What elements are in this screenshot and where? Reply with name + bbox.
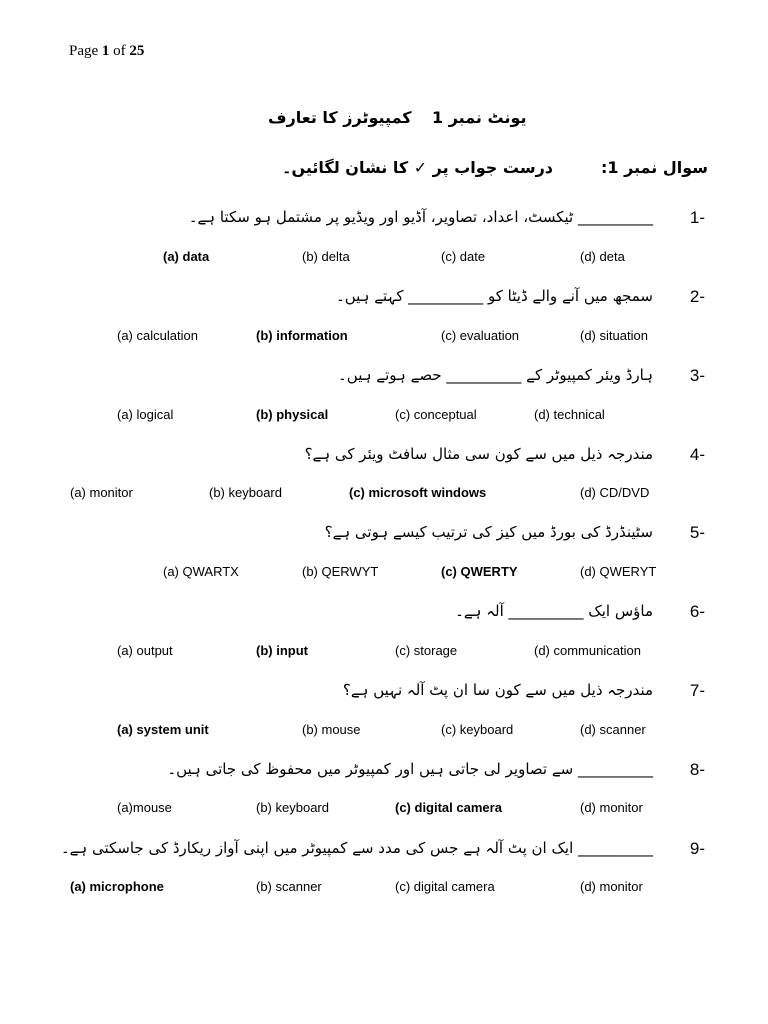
question-text: ہارڈ ویئر کمپیوٹر کے __________ حصے ہوتے ہیں۔ <box>338 366 653 384</box>
question-number: 5- <box>689 523 705 542</box>
question-text: __________ سے تصاویر لی جاتی ہیں اور کمپیوٹر میں محفوظ کی جاتی ہیں۔ <box>167 760 653 778</box>
option-b: (b) input <box>256 643 308 658</box>
section-instruction: درست جواب پر ✓ کا نشان لگائیں۔ <box>282 158 553 177</box>
option-c: (c) evaluation <box>441 328 520 343</box>
option-a: (a) logical <box>117 407 174 422</box>
option-a: (a) data <box>163 249 210 264</box>
unit-number: یونٹ نمبر 1 <box>432 108 527 127</box>
option-b: (b) physical <box>256 407 329 422</box>
question-number: 8- <box>689 760 705 779</box>
option-d: (d) situation <box>580 328 648 343</box>
option-a: (a) monitor <box>70 485 133 500</box>
question-text: سٹینڈرڈ کی بورڈ میں کیز کی ترتیب کیسے ہوتی ہے؟ <box>324 523 653 541</box>
option-d: (d) monitor <box>580 879 643 894</box>
option-c: (c) digital camera <box>395 800 502 815</box>
option-c: (c) microsoft windows <box>349 485 487 500</box>
question-number: 1- <box>689 208 705 227</box>
question-text: سمجھ میں آنے والے ڈیٹا کو __________ کہتے ہیں۔ <box>335 287 653 305</box>
option-a: (a) output <box>117 643 173 658</box>
page-number: Page 1 of 25 <box>69 43 145 59</box>
option-a: (a) system unit <box>117 722 209 737</box>
option-b: (b) keyboard <box>256 800 329 815</box>
question-text: مندرجہ ذیل میں سے کون سی مثال سافٹ ویئر کی ہے؟ <box>304 445 653 463</box>
option-d: (d) monitor <box>580 800 643 815</box>
option-b: (b) information <box>256 328 348 343</box>
option-d: (d) technical <box>534 407 605 422</box>
option-c: (c) digital camera <box>395 879 495 894</box>
unit-name: کمپیوٹرز کا تعارف <box>268 108 412 127</box>
question-text: __________ ایک ان پٹ آلہ ہے جس کی مدد سے کمپیوٹر میں اپنی آواز ریکارڈ کی جاسکتی ہے۔ <box>60 839 653 857</box>
option-a: (a) calculation <box>117 328 198 343</box>
option-d: (d) CD/DVD <box>580 485 650 500</box>
question-number: 9- <box>689 839 705 858</box>
option-b: (b) keyboard <box>209 485 282 500</box>
question-number: 3- <box>689 366 705 385</box>
option-a: (a) QWARTX <box>163 564 239 579</box>
question-text: ماؤس ایک __________ آلہ ہے۔ <box>455 602 653 620</box>
option-b: (b) QERWYT <box>302 564 379 579</box>
question-text: مندرجہ ذیل میں سے کون سا ان پٹ آلہ نہیں ہے؟ <box>342 681 653 699</box>
question-number: 2- <box>689 287 705 306</box>
section-label: سوال نمبر 1: <box>600 158 708 177</box>
option-c: (c) conceptual <box>395 407 477 422</box>
question-text: __________ ٹیکسٹ، اعداد، تصاویر، آڈیو اور ویڈیو پر مشتمل ہو سکتا ہے۔ <box>188 208 653 226</box>
question-number: 7- <box>689 681 705 700</box>
option-b: (b) delta <box>302 249 350 264</box>
option-d: (d) deta <box>580 249 625 264</box>
option-a: (a) microphone <box>70 879 164 894</box>
option-d: (d) scanner <box>580 722 646 737</box>
question-number: 4- <box>689 445 705 464</box>
option-c: (c) QWERTY <box>441 564 518 579</box>
question-number: 6- <box>689 602 705 621</box>
option-d: (d) QWERYT <box>580 564 657 579</box>
option-c: (c) date <box>441 249 486 264</box>
option-a: (a)mouse <box>117 800 172 815</box>
option-d: (d) communication <box>534 643 641 658</box>
option-c: (c) storage <box>395 643 458 658</box>
option-c: (c) keyboard <box>441 722 514 737</box>
option-b: (b) mouse <box>302 722 361 737</box>
option-b: (b) scanner <box>256 879 322 894</box>
